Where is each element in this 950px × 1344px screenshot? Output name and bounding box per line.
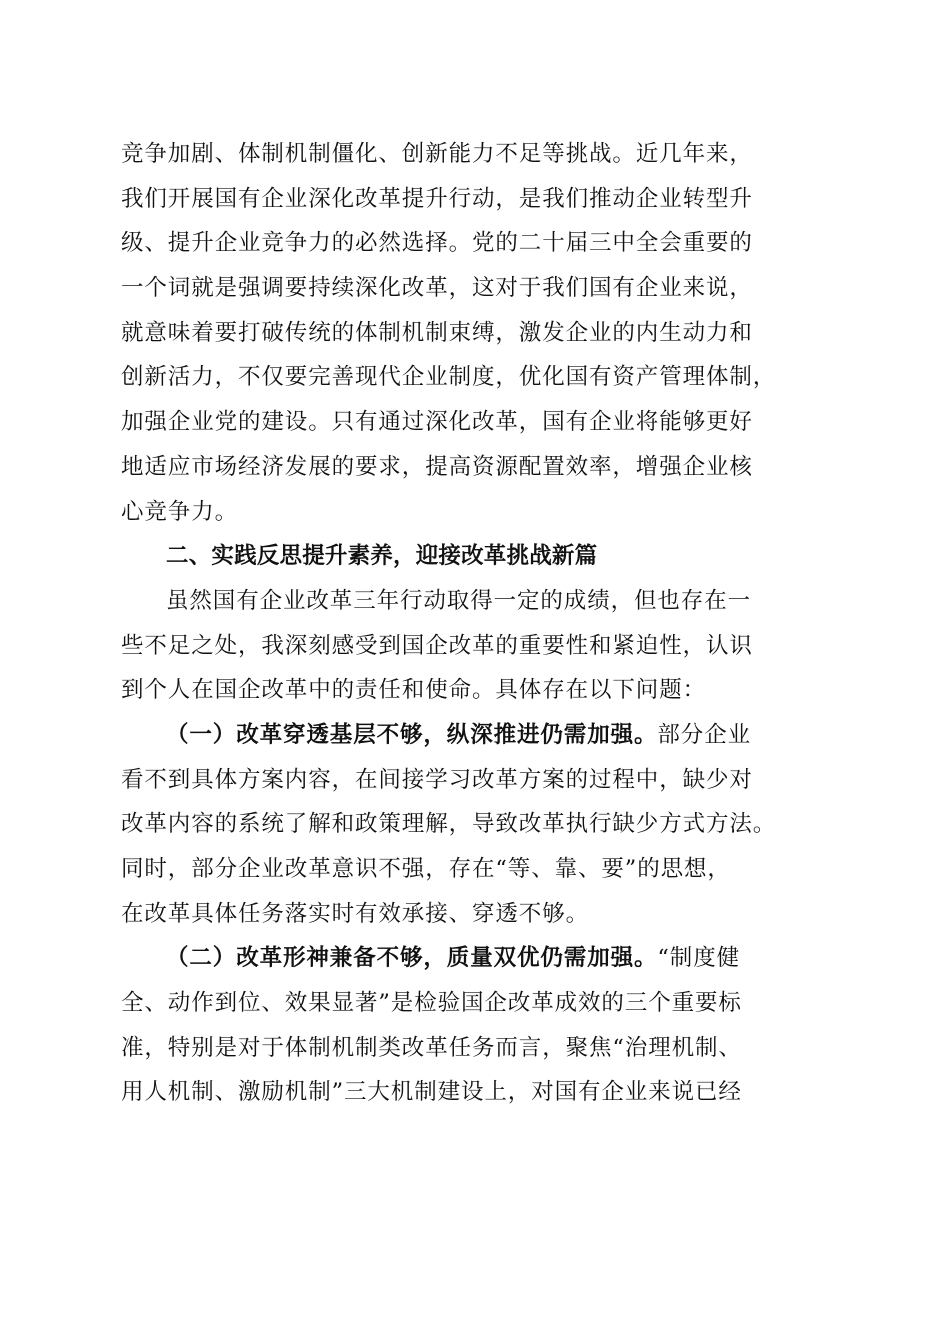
text-line: 心竞争力。 (121, 498, 239, 525)
text-line: 级、提升企业竞争力的必然选择。党的二十届三中全会重要的 (121, 230, 753, 257)
text-line: 就意味着要打破传统的体制机制束缚，激发企业的内生动力和 (121, 319, 753, 346)
text-line: 加强企业党的建设。只有通过深化改革，国有企业将能够更好 (121, 409, 753, 436)
text-line: 用人机制、激励机制”三大机制建设上，对国有企业来说已经 (121, 1079, 742, 1106)
document-body (121, 143, 843, 1126)
section-heading: 二、实践反思提升素养，迎接改革挑战新篇 (166, 543, 598, 570)
item-heading-line: （一）改革穿透基层不够，纵深推进仍需加强。 部分企业 (166, 721, 752, 748)
text-line: 看不到具体方案内容，在间接学习改革方案的过程中，缺少对 (121, 766, 753, 793)
text-line: 到个人在国企改革中的责任和使命。具体存在以下问题： (121, 677, 707, 704)
text-line: 虽然国有企业改革三年行动取得一定的成绩，但也存在一 (166, 587, 752, 614)
text-line: 竞争加剧、体制机制僵化、创新能力不足等挑战。近几年来， (121, 141, 753, 167)
item-heading-line: （二）改革形神兼备不够，质量双优仍需加强。 “制度健 (166, 945, 741, 972)
text-line: 我们开展国有企业深化改革提升行动，是我们推动企业转型升 (121, 185, 753, 212)
text-line: 同时，部分企业改革意识不强，存在“等、靠、要”的思想， (121, 856, 731, 882)
text-line: 全、动作到位、效果显著”是检验国企改革成效的三个重要标 (121, 990, 742, 1017)
text-line: 些不足之处，我深刻感受到国企改革的重要性和紧迫性，认识 (121, 632, 753, 659)
text-line: 地适应市场经济发展的要求，提高资源配置效率，增强企业核 (121, 453, 753, 480)
item-title: （一）改革穿透基层不够，纵深推进仍需加强。 (166, 721, 658, 748)
text-line: 创新活力，不仅要完善现代企业制度，优化国有资产管理体制， (121, 364, 777, 391)
item-title: （二）改革形神兼备不够，质量双优仍需加强。 (166, 945, 658, 972)
text-line: 改革内容的系统了解和政策理解，导致改革执行缺少方式方法。 (121, 811, 777, 838)
text-line: 一个词就是强调要持续深化改革，这对于我们国有企业来说， (121, 275, 753, 302)
text-line: 在改革具体任务落实时有效承接、穿透不够。 (121, 900, 590, 927)
text-line: 准，特别是对于体制机制类改革任务而言，聚焦“治理机制、 (121, 1034, 742, 1061)
